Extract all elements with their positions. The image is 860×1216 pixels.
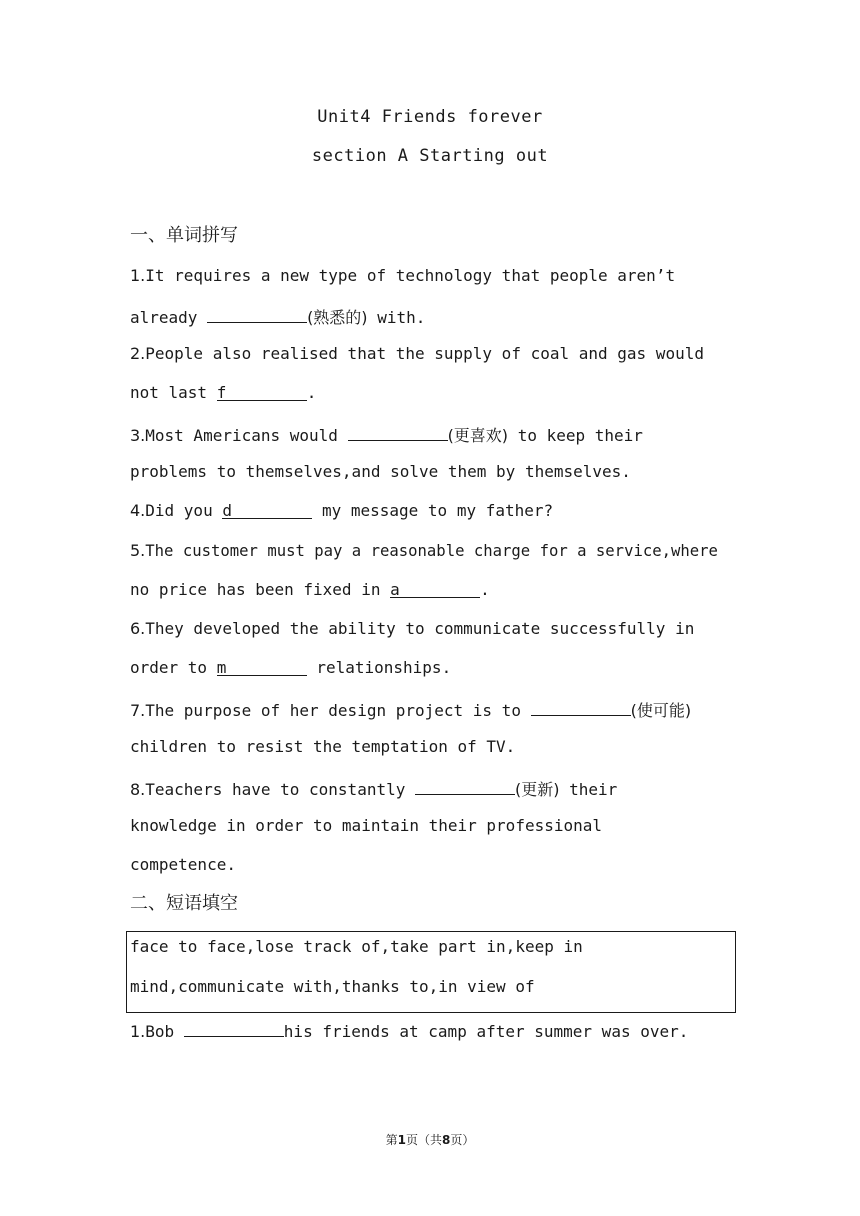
section-heading-phrases: 二、短语填空	[130, 893, 238, 914]
answer-blank[interactable]: f	[217, 383, 307, 401]
answer-blank[interactable]	[415, 777, 515, 795]
question-5-line-1: 5.The customer must pay a reasonable charge for a service,where	[130, 541, 718, 560]
answer-blank[interactable]	[207, 305, 307, 323]
page-footer: 第1页（共8页）	[385, 1133, 475, 1147]
question-4-line-1: 4.Did you d my message to my father?	[130, 501, 554, 520]
question-7-line-1: 7.The purpose of her design project is to (使可能)	[130, 698, 691, 721]
question-3-line-2: problems to themselves,and solve them by themselves.	[130, 462, 631, 481]
question-3-line-1: 3.Most Americans would (更喜欢) to keep their	[130, 423, 643, 446]
question-6-line-2: order to m relationships.	[130, 658, 452, 677]
answer-blank[interactable]: d	[222, 501, 312, 519]
section-heading-spelling: 一、单词拼写	[130, 225, 238, 246]
question-8-line-3: competence.	[130, 855, 236, 874]
question-1-line-2: already (熟悉的) with.	[130, 305, 425, 328]
answer-blank[interactable]	[348, 423, 448, 441]
question-8-line-2: knowledge in order to maintain their professional	[130, 816, 603, 835]
section-subtitle: section A Starting out	[311, 146, 549, 166]
phrase-word-box	[126, 931, 736, 1013]
question-8-line-1: 8.Teachers have to constantly (更新) their	[130, 777, 617, 800]
answer-blank[interactable]: m	[217, 658, 307, 676]
phrase-box-line-1: face to face,lose track of,take part in,keep in	[130, 937, 583, 956]
question-7-line-2: children to resist the temptation of TV.	[130, 737, 516, 756]
answer-blank[interactable]	[531, 698, 631, 716]
question-6-line-1: 6.They developed the ability to communicate successfully in	[130, 619, 695, 638]
answer-blank[interactable]: a	[390, 580, 480, 598]
phrase-question-1: 1.Bob his friends at camp after summer was over.	[130, 1019, 688, 1042]
question-2-line-2: not last f .	[130, 383, 317, 402]
answer-blank[interactable]	[184, 1019, 284, 1037]
question-5-line-2: no price has been fixed in a .	[130, 580, 490, 599]
phrase-box-line-2: mind,communicate with,thanks to,in view of	[130, 977, 535, 996]
unit-title: Unit4 Friends forever	[317, 107, 543, 127]
question-2-line-1: 2.People also realised that the supply of coal and gas would	[130, 344, 704, 363]
question-1-line-1: 1.It requires a new type of technology that people aren’t	[130, 266, 676, 285]
